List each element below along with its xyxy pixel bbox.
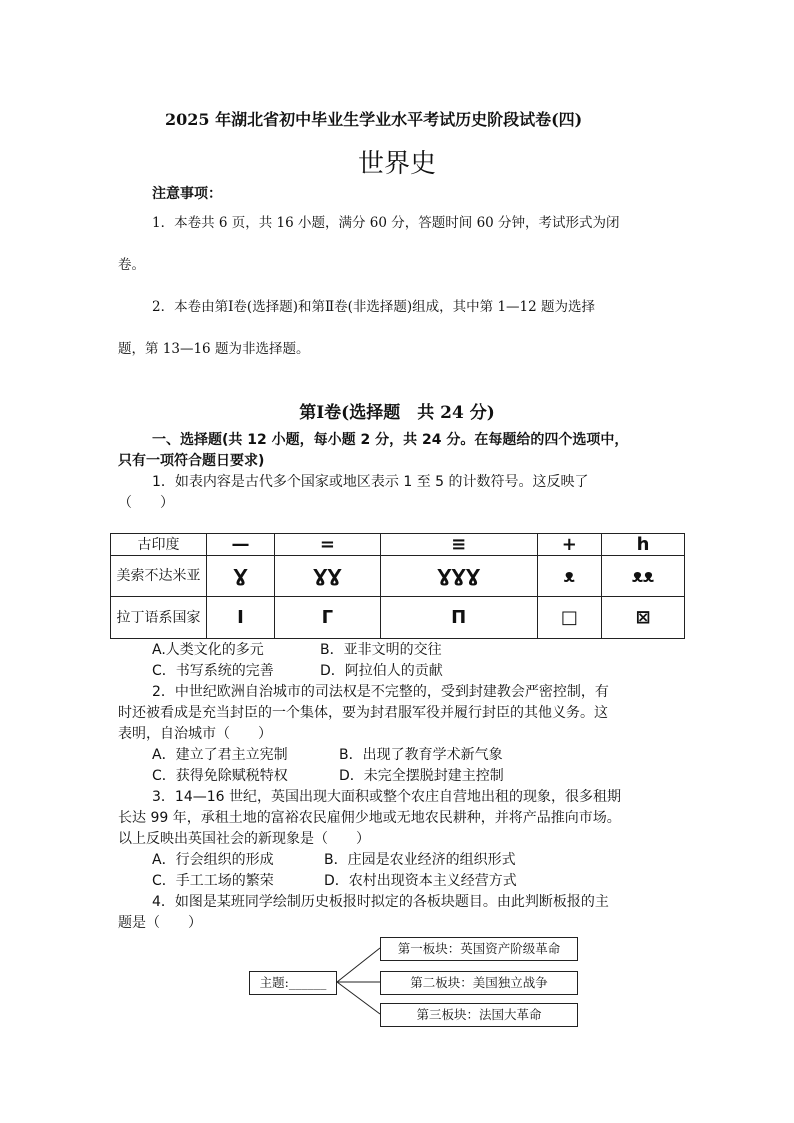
table-cell: Ɣ [207, 556, 275, 597]
q3-stem-line-2: 长达 99 年，承租土地的富裕农民雇佣少地或无地农民耕种，并将产品推向市场。 [118, 810, 621, 826]
q3-option-b: B．庄园是农业经济的组织形式 [324, 852, 516, 868]
table-cell: = [275, 534, 381, 556]
table-cell: + [537, 534, 601, 556]
row-label: 美索不达米亚 [111, 556, 207, 597]
q3-option-c: C．手工工场的繁荣 [152, 873, 274, 889]
notice-heading: 注意事项： [152, 186, 222, 202]
q2-stem-line-1: 2．中世纪欧洲自治城市的司法权是不完整的，受到封建教会严密控制，有 [152, 684, 609, 700]
table-cell: ⊠ [602, 597, 685, 639]
q2-stem-line-3: 表明，自治城市（ ） [118, 726, 272, 742]
diagram-block-1: 第一板块：英国资产阶级革命 [380, 937, 578, 961]
table-cell: Π [380, 597, 537, 639]
exam-title: 2025 年湖北省初中毕业生学业水平考试历史阶段试卷(四) [165, 110, 583, 129]
section-intro-line-1: 一、选择题(共 12 小题，每小题 2 分，共 24 分。在每题给的四个选项中， [152, 432, 629, 448]
q3-option-d: D．农村出现资本主义经营方式 [324, 873, 517, 889]
q4-stem-line-2: 题是（ ） [118, 915, 202, 931]
q3-option-a: A．行会组织的形成 [152, 852, 274, 868]
diagram-block-3: 第三板块：法国大革命 [380, 1003, 578, 1027]
section-intro-line-2: 只有一项符合题日要求) [118, 453, 265, 469]
table-cell: ᴥᴥ [602, 556, 685, 597]
q1-stem-line-1: 1．如表内容是古代多个国家或地区表示 1 至 5 的计数符号。这反映了 [152, 474, 589, 490]
table-cell: Γ [275, 597, 381, 639]
diagram-block-2: 第二板块：美国独立战争 [380, 971, 578, 995]
table-cell: ƔƔƔ [380, 556, 537, 597]
q2-option-c: C．获得免除赋税特权 [152, 768, 288, 784]
q3-stem-line-1: 3．14—16 世纪，英国出现大面积或整个农庄自营地出租的现象，很多租期 [152, 789, 621, 805]
table-cell: — [207, 534, 275, 556]
notice-item-1-line-1: 1．本卷共 6 页，共 16 小题，满分 60 分，答题时间 60 分钟，考试形式为闭 [152, 215, 620, 231]
q2-option-b: B．出现了教育学术新气象 [339, 747, 503, 763]
row-label: 拉丁语系国家 [111, 597, 207, 639]
notice-item-2-line-2: 题，第 13—16 题为非选择题。 [118, 341, 310, 357]
q3-stem-line-3: 以上反映出英国社会的新现象是（ ） [118, 831, 370, 847]
table-cell: □ [537, 597, 601, 639]
notice-item-2-line-1: 2．本卷由第Ⅰ卷(选择题)和第Ⅱ卷(非选择题)组成，其中第 1—12 题为选择 [152, 299, 596, 315]
q2-stem-line-2: 时还被看成是充当封臣的一个集体，要为封君服军役并履行封臣的其他义务。这 [118, 705, 608, 721]
q2-option-a: A．建立了君主立宪制 [152, 747, 288, 763]
diagram-topic-box: 主题:______ [249, 971, 337, 995]
section-title: 第Ⅰ卷(选择题 共 24 分) [299, 403, 495, 423]
q1-stem-line-2: （ ） [118, 495, 174, 511]
table-cell: I [207, 597, 275, 639]
q1-option-a: A.人类文化的多元 [152, 642, 264, 658]
q1-option-b: B．亚非文明的交往 [320, 642, 442, 658]
q2-option-d: D．未完全摆脱封建主控制 [339, 768, 504, 784]
q1-option-d: D．阿拉伯人的贡献 [320, 663, 443, 679]
table-cell: h [602, 534, 685, 556]
table-cell: ᴥ [537, 556, 601, 597]
exam-subtitle: 世界史 [357, 149, 436, 179]
table-cell: ≡ [380, 534, 537, 556]
table-cell: ƔƔ [275, 556, 381, 597]
q4-stem-line-1: 4．如图是某班同学绘制历史板报时拟定的各板块题目。由此判断板报的主 [152, 894, 609, 910]
q1-option-c: C．书写系统的完善 [152, 663, 274, 679]
row-label: 古印度 [111, 534, 207, 556]
notice-item-1-line-2: 卷。 [118, 257, 145, 273]
